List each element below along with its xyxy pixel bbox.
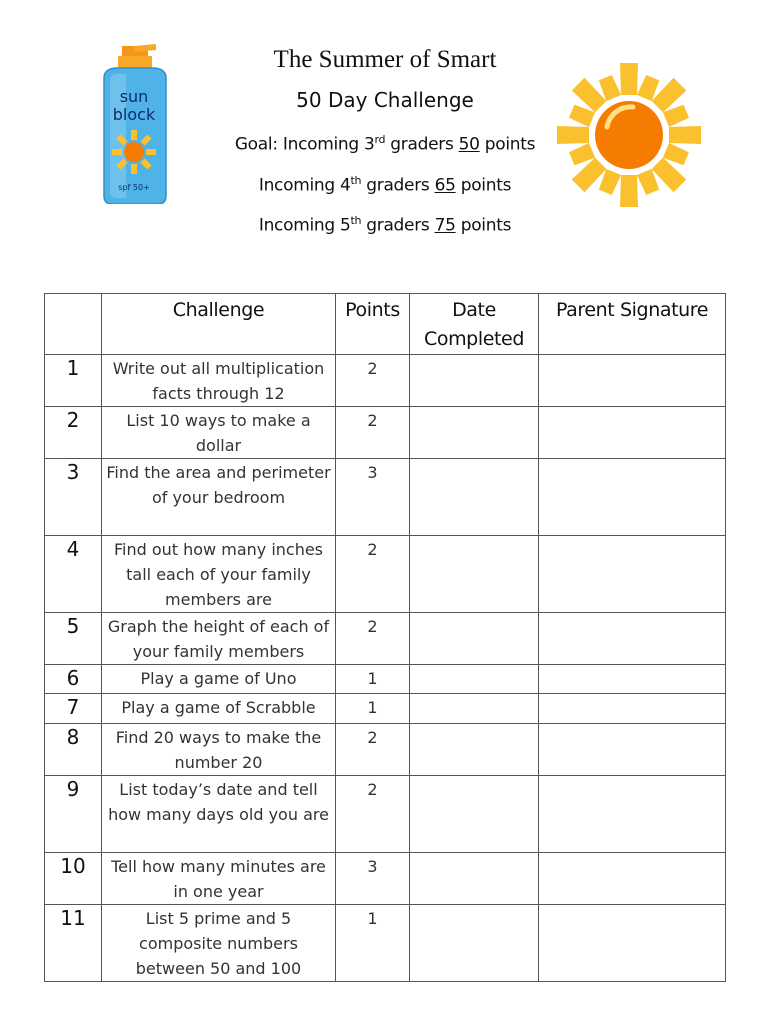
- parent-signature-cell[interactable]: [539, 407, 726, 459]
- row-number: 8: [45, 724, 102, 776]
- page-title: The Summer of Smart: [273, 46, 497, 73]
- points-value: 3: [336, 459, 410, 536]
- points-value: 3: [336, 853, 410, 905]
- sun-ray: [620, 175, 638, 207]
- table-header-row: [45, 294, 726, 355]
- row-number: 3: [45, 459, 102, 536]
- parent-signature-cell[interactable]: [539, 613, 726, 665]
- grade-suffix: points: [455, 175, 512, 196]
- row-number: 7: [45, 694, 102, 724]
- date-completed-cell[interactable]: [410, 536, 539, 613]
- points-value: 2: [336, 724, 410, 776]
- table-row: [45, 694, 726, 724]
- table-row: [45, 665, 726, 694]
- grade-sup: th: [350, 214, 362, 227]
- challenge-text: List 10 ways to make a dollar: [102, 407, 336, 459]
- row-number: 4: [45, 536, 102, 613]
- sun-ray: [557, 126, 589, 144]
- table-row: [45, 613, 726, 665]
- row-number: 2: [45, 407, 102, 459]
- date-completed-cell[interactable]: [410, 776, 539, 853]
- header-challenge: Challenge: [102, 294, 336, 355]
- grade-mid: graders: [361, 175, 435, 196]
- points-value: 2: [336, 355, 410, 407]
- worksheet-header: [0, 0, 770, 290]
- header-parent-signature: Parent Signature: [539, 294, 726, 355]
- goal-line-5th: [0, 214, 770, 236]
- row-number: 9: [45, 776, 102, 853]
- header-number: [45, 294, 102, 355]
- date-completed-cell[interactable]: [410, 905, 539, 982]
- date-completed-cell[interactable]: [410, 694, 539, 724]
- parent-signature-cell[interactable]: [539, 459, 726, 536]
- date-completed-cell[interactable]: [410, 613, 539, 665]
- parent-signature-cell[interactable]: [539, 665, 726, 694]
- challenge-text: Play a game of Scrabble: [102, 694, 336, 724]
- table-row: [45, 355, 726, 407]
- table-row: [45, 905, 726, 982]
- challenge-text: Find 20 ways to make the number 20: [102, 724, 336, 776]
- parent-signature-cell[interactable]: [539, 536, 726, 613]
- date-completed-cell[interactable]: [410, 724, 539, 776]
- challenge-table: [44, 293, 726, 982]
- grade-mid: graders: [361, 215, 435, 236]
- grade-points: 75: [434, 215, 456, 236]
- grade-sup: rd: [374, 133, 386, 146]
- table-row: [45, 536, 726, 613]
- bottle-label-spf: spf 50+: [118, 183, 150, 192]
- grade-suffix: points: [479, 134, 536, 155]
- date-completed-cell[interactable]: [410, 355, 539, 407]
- grade-prefix: Incoming 3: [282, 134, 375, 155]
- points-value: 1: [336, 665, 410, 694]
- grade-prefix: Incoming 4: [258, 175, 351, 196]
- date-completed-cell[interactable]: [410, 853, 539, 905]
- points-value: 1: [336, 694, 410, 724]
- points-value: 2: [336, 776, 410, 853]
- goal-label: Goal:: [234, 134, 278, 155]
- points-value: 2: [336, 613, 410, 665]
- grade-sup: th: [350, 174, 362, 187]
- parent-signature-cell[interactable]: [539, 776, 726, 853]
- table-row: [45, 459, 726, 536]
- points-value: 2: [336, 536, 410, 613]
- table-row: [45, 776, 726, 853]
- points-value: 1: [336, 905, 410, 982]
- challenge-text: Tell how many minutes are in one year: [102, 853, 336, 905]
- challenge-text: Find the area and perimeter of your bedroom: [102, 459, 336, 536]
- parent-signature-cell[interactable]: [539, 853, 726, 905]
- challenge-text: Play a game of Uno: [102, 665, 336, 694]
- points-value: 2: [336, 407, 410, 459]
- parent-signature-cell[interactable]: [539, 355, 726, 407]
- challenge-text: Write out all multiplication facts through 12: [102, 355, 336, 407]
- sun-icon: [554, 60, 704, 210]
- parent-signature-cell[interactable]: [539, 694, 726, 724]
- date-completed-cell[interactable]: [410, 459, 539, 536]
- row-number: 6: [45, 665, 102, 694]
- page-subtitle: 50 Day Challenge: [296, 88, 474, 112]
- challenge-text: List today’s date and tell how many days old you are: [102, 776, 336, 853]
- grade-points: 65: [434, 175, 456, 196]
- grade-prefix: Incoming 5: [258, 215, 351, 236]
- date-completed-cell[interactable]: [410, 407, 539, 459]
- table-row: [45, 853, 726, 905]
- date-completed-cell[interactable]: [410, 665, 539, 694]
- parent-signature-cell[interactable]: [539, 724, 726, 776]
- bottle-label-sun: sun: [119, 87, 149, 106]
- challenge-text: Graph the height of each of your family members: [102, 613, 336, 665]
- challenge-text: List 5 prime and 5 composite numbers between 50 and 100: [102, 905, 336, 982]
- row-number: 5: [45, 613, 102, 665]
- table-row: [45, 724, 726, 776]
- grade-mid: graders: [385, 134, 459, 155]
- table-row: [45, 407, 726, 459]
- parent-signature-cell[interactable]: [539, 905, 726, 982]
- row-number: 1: [45, 355, 102, 407]
- sun-ray: [620, 63, 638, 95]
- grade-points: 50: [458, 134, 480, 155]
- bottle-label-block: block: [112, 105, 156, 124]
- row-number: 11: [45, 905, 102, 982]
- header-points: Points: [336, 294, 410, 355]
- header-date-completed: Date Completed: [410, 294, 539, 355]
- sun-ray: [669, 126, 701, 144]
- grade-suffix: points: [455, 215, 512, 236]
- challenge-text: Find out how many inches tall each of your family members are: [102, 536, 336, 613]
- row-number: 10: [45, 853, 102, 905]
